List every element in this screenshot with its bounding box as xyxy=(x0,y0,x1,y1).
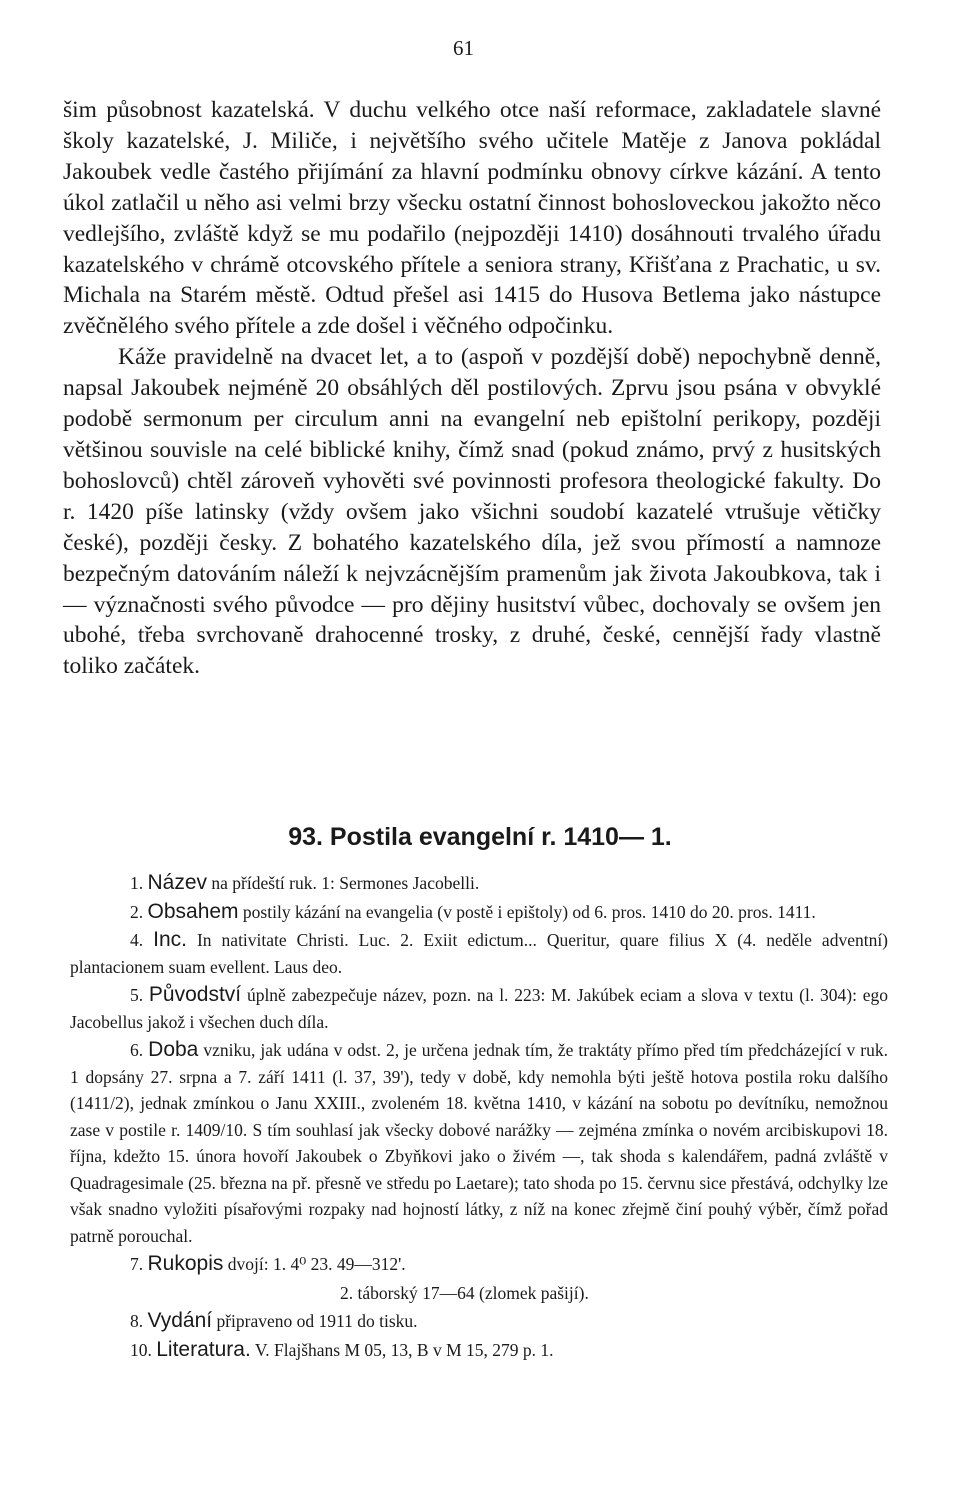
note-item xyxy=(70,927,888,980)
note-term: Doba xyxy=(148,1038,199,1061)
note-item xyxy=(70,899,888,926)
note-text: postily kázání na evangelia (v postě i epištoly) od 6. pros. 1410 do 20. pros. 1411. xyxy=(242,901,816,922)
note-term: Vydání xyxy=(147,1309,213,1332)
note-item xyxy=(70,1337,888,1364)
body-paragraph: šim působnost kazatelská. V duchu velkého otce naší reformace, zakladatele slavné školy kazatelské, J. Miliče, i největšího svého učitele Matěje z Janova pokládal Jakoubek vedle častého přijímání za hlavní podmínku obnovy církve kázání. A tento úkol zatlačil u něho asi velmi brzy všecku ostatní činnost bohosloveckou jakožto něco vedlejšího, zvláště když se mu podařilo (nejpozději 1410) dosáhnouti trvalého úřadu kazatelského v chrámě otcovského přítele a seniora strany, Křišťana z Prachatic, u sv. Michala na Starém městě. Odtud přešel asi 1415 do Husova Betlema jako nástupce zvěčnělého svého přítele a zde došel i věčného odpočinku. xyxy=(63,97,881,340)
note-term: Inc. xyxy=(153,928,187,951)
body-text xyxy=(63,95,881,682)
note-item xyxy=(70,1037,888,1249)
note-number: 6. xyxy=(130,1040,144,1060)
notes-list xyxy=(70,870,888,1365)
note-item xyxy=(70,1308,888,1335)
note-number: 4. xyxy=(130,930,144,950)
note-item xyxy=(70,870,888,897)
note-text: vzniku, jak udána v odst. 2, je určena jednak tím, že traktáty přímo před tím předcházející v ruk. 1 dopsány 27. srpna a 7. září 1411 (l. 37, 39'), tedy v době, kdy nemohla býti ještě hotova postila roku dalšího (1411/2), jednak zmínkou o Janu XXIII., zvoleném 18. května 1410, v kázání na sobotu po devítníku, nemožnou zase v postile r. 1409/10. S tím souhlasí jak všecky dobové narážky — zejména zmínka o novém arcibiskupovi 18. října, kdežto 15. února hovoří Jakoubek o Zbyňkovi jako o živém —, tak shoda s kalendářem, padná zvláště v Quadragesimale (25. března na př. přesně ve středu po Laetare); tato shoda po 15. červnu sice přestává, odchylky lze však snadno vyložiti písařovými rozpaky nad hojností látky, z níž na konec zřejmě činí pouhý výběr, čímž pořad patrně porouchal. xyxy=(70,1040,888,1246)
note-number: 2. xyxy=(130,901,144,922)
note-number: 1. xyxy=(130,873,144,893)
note-text: V. Flajšhans M 05, 13, B v M 15, 279 p. 1. xyxy=(254,1339,554,1360)
note-number: 8. xyxy=(130,1311,144,1331)
note-term: Literatura. xyxy=(156,1337,251,1361)
note-term: Původství xyxy=(148,983,242,1006)
note-text: úplně zabezpečuje název, pozn. na l. 223: M. Jakúbek eciam a slova v textu (l. 304): ego Jacobellus jakož i všechen duch díla. xyxy=(70,985,889,1032)
note-item xyxy=(70,982,888,1035)
note-number: 10. xyxy=(130,1339,152,1360)
page-number: 61 xyxy=(453,36,474,60)
note-item xyxy=(70,1251,888,1278)
note-subitem xyxy=(70,1280,888,1307)
note-term: Obsahem xyxy=(147,899,239,923)
note-term: Název xyxy=(147,871,208,894)
note-text: připraveno od 1911 do tisku. xyxy=(216,1311,418,1331)
note-number: 7. xyxy=(130,1254,144,1274)
note-text: 2. táborský 17—64 (zlomek pašijí). xyxy=(340,1282,589,1303)
note-text: dvojí: 1. 4⁰ 23. 49—312'. xyxy=(227,1254,406,1274)
note-text: na přídeští ruk. 1: Sermones Jacobelli. xyxy=(211,873,480,893)
note-number: 5. xyxy=(130,985,144,1005)
body-paragraph: Káže pravidelně na dvacet let, a to (aspoň v pozdější době) nepochybně denně, napsal Jakoubek nejméně 20 obsáhlých děl postilových. Zprvu jsou psána v obvyklé podobě sermonum per circulum anni na evangelní neb epištolní perikopy, později většinou souvisle na celé biblické knihy, čímž snad (pokud známo, prvý z husitských bohoslovců) chtěl zároveň vyhověti své povinnosti profesora theologické fakulty. Do r. 1420 píše latinsky (vždy ovšem jako všichni soudobí kazatelé vtrušuje větičky české), později česky. Z bohatého kazatelského díla, jež svou přímostí a namnoze bezpečným datováním náleží k nejvzácnějším pramenům jak života Jakoubkova, tak i — význačnosti svého původce — pro dějiny husitství vůbec, dochovaly se ovšem jen ubohé, třeba svrchovaně drahocenné trosky, z druhé, české, cennější řady vlastně toliko začátek. xyxy=(63,344,881,680)
note-term: Rukopis xyxy=(147,1252,224,1275)
note-text: In nativitate Christi. Luc. 2. Exiit edictum... Queritur, quare filius X (4. neděle adventní) plantacionem suam evellent. Laus deo. xyxy=(70,930,889,977)
section-heading: 93. Postila evangelní r. 1410— 1. xyxy=(288,823,672,851)
